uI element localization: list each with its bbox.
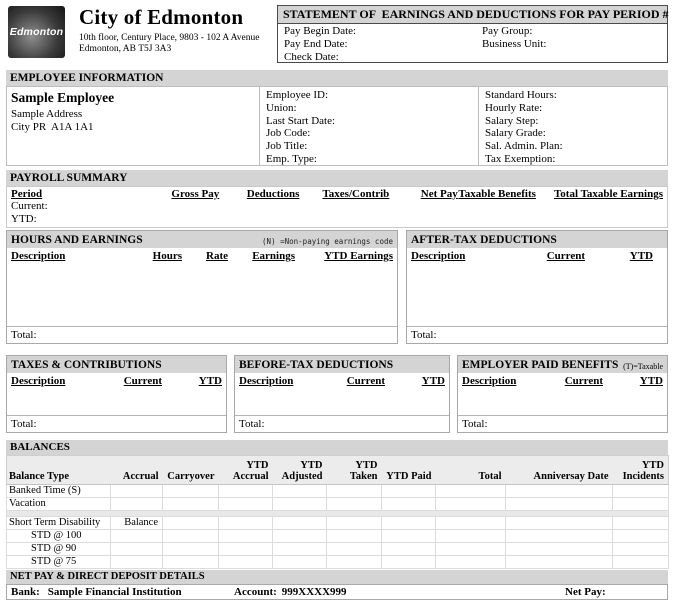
after-tax-deductions-empty-area	[407, 262, 667, 326]
taxes-contributions-header	[7, 356, 226, 373]
hours-and-earnings-title: HOURS AND EARNINGS	[11, 234, 143, 246]
statement-right-labels	[482, 25, 546, 64]
col-ytd: YTD	[421, 375, 445, 387]
balances-table-wrap	[6, 455, 669, 569]
edmonton-logo	[8, 6, 65, 58]
col-taxes-contrib: Taxes/Contrib	[322, 188, 390, 200]
employee-information-header: EMPLOYEE INFORMATION	[6, 70, 668, 86]
account-field	[234, 585, 347, 599]
payroll-summary-body	[6, 186, 668, 228]
check-date-label: Check Date:	[284, 51, 339, 63]
employee-id-label: Employee ID:	[266, 89, 329, 101]
employee-labels-middle	[259, 87, 478, 165]
col-ytd-adjusted: YTD Adjusted	[273, 456, 327, 485]
bank-label: Bank:	[11, 586, 40, 598]
before-tax-deductions-box	[234, 355, 450, 433]
col-current: Current	[546, 250, 585, 262]
hours-and-earnings-total: Total:	[7, 326, 397, 343]
emp-type-label: Emp. Type:	[266, 152, 317, 165]
balance-row-short-term-disability: Short Term Disability Balance	[7, 517, 669, 530]
balance-row-vacation: Vacation	[7, 498, 669, 511]
business-unit-label: Business Unit:	[482, 38, 547, 50]
col-current: Current	[123, 375, 162, 387]
standard-hours-label: Standard Hours:	[485, 89, 557, 101]
hours-and-earnings-header	[7, 231, 397, 248]
col-period: Period	[11, 188, 43, 200]
col-ytd-taken: YTD Taken	[327, 456, 382, 485]
balance-row-std-75: STD @ 75	[7, 556, 669, 569]
tax-exemption-label: Tax Exemption:	[485, 152, 556, 165]
balance-row-std-100: STD @ 100	[7, 530, 669, 543]
col-earnings: Earnings	[252, 250, 295, 262]
before-tax-deductions-total: Total:	[235, 415, 449, 432]
before-tax-deductions-title: BEFORE-TAX DEDUCTIONS	[239, 359, 394, 371]
org-address	[79, 33, 259, 55]
account-value: 999XXXX999	[281, 586, 347, 598]
employer-paid-benefits-total: Total:	[458, 415, 667, 432]
employee-address-line2: City PR A1A 1A1	[11, 121, 94, 133]
union-label: Union:	[266, 101, 297, 114]
after-tax-deductions-box	[406, 230, 668, 344]
taxable-note: (T)=Taxable	[623, 362, 663, 371]
after-tax-deductions-total: Total:	[407, 326, 667, 343]
col-description: Description	[462, 375, 517, 387]
col-ytd-incidents: YTD Incidents	[613, 456, 669, 485]
col-hours: Hours	[152, 250, 182, 262]
sal-admin-plan-label: Sal. Admin. Plan:	[485, 140, 563, 153]
org-address-line2: Edmonton, AB T5J 3A3	[79, 44, 172, 54]
col-description: Description	[411, 250, 466, 262]
pay-group-label: Pay Group:	[482, 25, 533, 37]
col-ytd: YTD	[629, 250, 653, 262]
before-tax-deductions-header	[235, 356, 449, 373]
col-description: Description	[239, 375, 294, 387]
col-total: Total	[436, 456, 506, 485]
col-gross-pay: Gross Pay	[171, 188, 220, 200]
net-pay-body	[6, 584, 668, 600]
employee-address	[11, 108, 255, 134]
statement-left-labels	[284, 25, 482, 64]
before-tax-deductions-columns	[235, 373, 449, 387]
hourly-rate-label: Hourly Rate:	[485, 101, 543, 114]
taxes-contributions-empty-area	[7, 387, 226, 415]
bank-value: Sample Financial Institution	[47, 586, 182, 598]
taxes-contributions-title: TAXES & CONTRIBUTIONS	[11, 359, 162, 371]
employer-paid-benefits-columns	[458, 373, 667, 387]
job-title-label: Job Title:	[266, 140, 308, 153]
taxes-contributions-total: Total:	[7, 415, 226, 432]
col-description: Description	[11, 250, 66, 262]
after-tax-deductions-columns	[407, 248, 667, 262]
col-balance-type: Balance Type	[7, 456, 111, 485]
col-ytd: YTD	[639, 375, 663, 387]
pay-begin-date-label: Pay Begin Date:	[284, 25, 357, 37]
net-pay-label: Net Pay:	[565, 586, 606, 598]
after-tax-deductions-header	[407, 231, 667, 248]
col-description: Description	[11, 375, 66, 387]
balance-row-banked-time: Banked Time (S)	[7, 485, 669, 498]
employee-information-body	[6, 86, 668, 166]
logo-text: Edmonton	[9, 26, 64, 38]
hours-and-earnings-empty-area	[7, 262, 397, 326]
col-net-pay: Net Pay	[420, 188, 458, 200]
col-carryover: Carryover	[163, 456, 219, 485]
col-ytd-paid: YTD Paid	[382, 456, 436, 485]
taxes-contributions-columns	[7, 373, 226, 387]
statement-box	[277, 5, 668, 63]
balances-column-headers	[7, 456, 669, 485]
pay-end-date-label: Pay End Date:	[284, 38, 348, 50]
col-deductions: Deductions	[246, 188, 300, 200]
col-current: Current	[564, 375, 603, 387]
net-pay-header: NET PAY & DIRECT DEPOSIT DETAILS	[6, 570, 668, 584]
col-total-taxable-earnings: Total Taxable Earnings	[553, 188, 663, 200]
payroll-row-ytd: YTD:	[11, 212, 37, 225]
payroll-summary-columns	[11, 188, 663, 200]
balances-header: BALANCES	[6, 440, 668, 455]
statement-title: STATEMENT OF EARNINGS AND DEDUCTIONS FOR PAY PERIOD #	[278, 6, 667, 24]
col-ytd-accrual: YTD Accrual	[219, 456, 273, 485]
balance-row-std-90: STD @ 90	[7, 543, 669, 556]
account-label: Account:	[234, 586, 277, 598]
after-tax-deductions-title: AFTER-TAX DEDUCTIONS	[411, 234, 557, 246]
statement-body	[278, 24, 667, 64]
col-current: Current	[346, 375, 385, 387]
org-block	[79, 5, 259, 55]
col-ytd-earnings: YTD Earnings	[324, 250, 393, 262]
employer-paid-benefits-title: EMPLOYER PAID BENEFITS	[462, 359, 619, 371]
org-address-line1: 10th floor, Century Place, 9803 - 102 A Avenue	[79, 33, 260, 43]
salary-step-label: Salary Step:	[485, 114, 539, 127]
salary-grade-label: Salary Grade:	[485, 127, 546, 140]
org-name: City of Edmonton	[79, 5, 244, 29]
col-anniversay-date: Anniversay Date	[506, 456, 613, 485]
employer-paid-benefits-box	[457, 355, 668, 433]
employee-name: Sample Employee	[11, 90, 115, 105]
before-tax-deductions-empty-area	[235, 387, 449, 415]
employee-labels-right	[478, 87, 667, 165]
employee-address-line1: Sample Address	[11, 108, 83, 120]
last-start-date-label: Last Start Date:	[266, 114, 336, 127]
job-code-label: Job Code:	[266, 127, 311, 140]
hours-and-earnings-box	[6, 230, 398, 344]
payroll-summary-header: PAYROLL SUMMARY	[6, 170, 668, 186]
employer-paid-benefits-header	[458, 356, 667, 373]
hours-and-earnings-columns	[7, 248, 397, 262]
employer-paid-benefits-empty-area	[458, 387, 667, 415]
col-rate: Rate	[206, 250, 228, 262]
employee-identity	[7, 87, 259, 165]
non-paying-code-note: (N) =Non-paying earnings code	[262, 237, 393, 246]
taxes-contributions-box	[6, 355, 227, 433]
col-accrual: Accrual	[111, 456, 163, 485]
col-ytd: YTD	[198, 375, 222, 387]
balances-table	[6, 455, 669, 569]
bank-field	[11, 585, 182, 599]
payroll-row-current: Current:	[11, 200, 48, 212]
col-taxable-benefits: Taxable Benefits	[458, 188, 536, 200]
